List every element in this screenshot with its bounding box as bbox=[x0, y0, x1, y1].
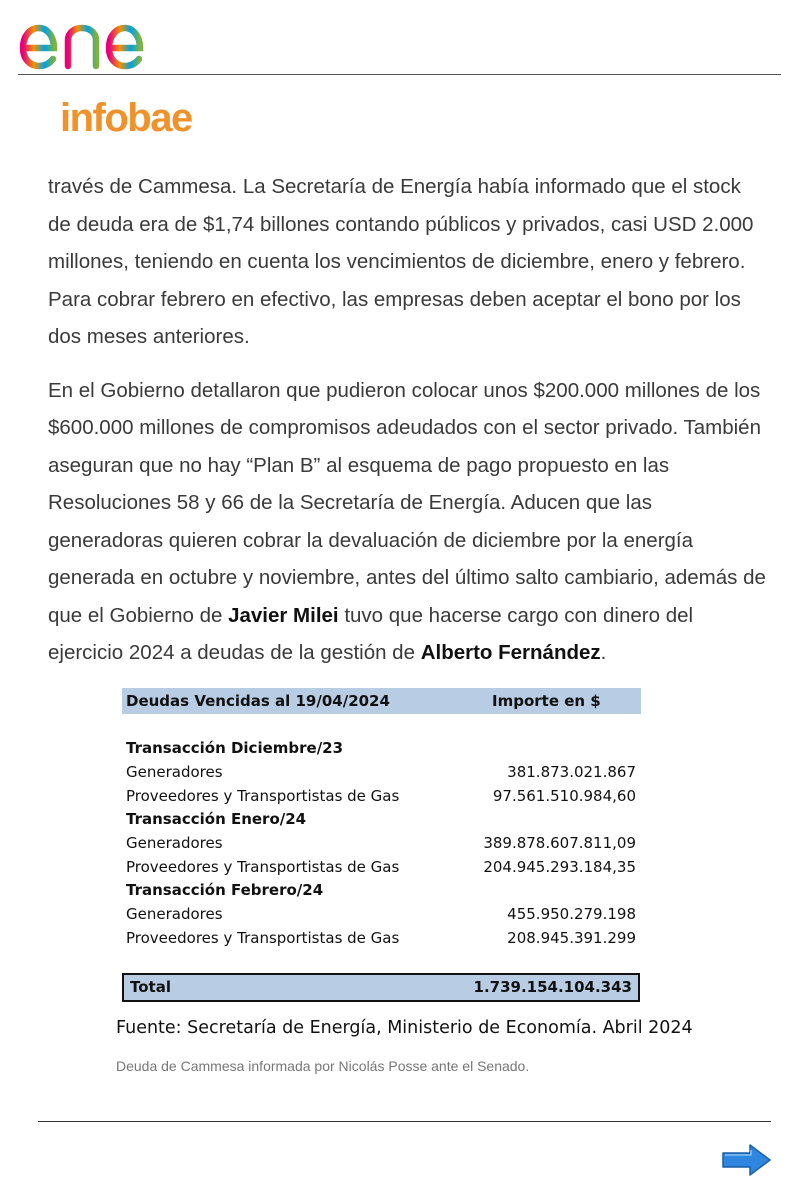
table-row: Proveedores y Transportistas de Gas 97.561.510.984,60 bbox=[126, 787, 636, 805]
header bbox=[0, 0, 800, 76]
table-section-title: Transacción Febrero/24 bbox=[126, 881, 324, 899]
article-text: En el Gobierno detallaron que pudieron colocar unos $200.000 millones de los $600.000 millones de compromisos adeudados con el sector privado. También aseguran que no hay “Plan B” al esquema de pago propuesto en las Resoluciones 58 y 66 de la Secretaría de Energía. Aducen que las generadoras quieren cobrar la devaluación de diciembre por la energía generada en octubre y noviembre, antes del último salto cambiario, además de que el Gobierno de bbox=[48, 378, 766, 627]
article-paragraph: través de Cammesa. La Secretaría de Energía había informado que el stock de deuda era de $1,74 billones contando públicos y privados, casi USD 2.000 millones, teniendo en cuenta los vencimientos de diciembre, enero y febrero. Para cobrar febrero en efectivo, las empresas deben aceptar el bono por los dos meses anteriores. bbox=[48, 175, 754, 348]
publication-logo[interactable]: infobae bbox=[60, 96, 192, 140]
table-section-title: Transacción Enero/24 bbox=[126, 810, 307, 828]
article-text: tuvo que hacerse cargo con dinero del ejercicio 2024 a deudas de la gestión de bbox=[48, 603, 694, 664]
table-total-row bbox=[122, 973, 640, 1002]
enel-logo[interactable] bbox=[18, 4, 193, 70]
table-header-amount: Importe en $ bbox=[492, 692, 601, 710]
table-header bbox=[122, 688, 641, 714]
article-text: . bbox=[600, 641, 607, 664]
table-source: Fuente: Secretaría de Energía, Ministerio de Economía. Abril 2024 bbox=[116, 1018, 693, 1038]
table-section-title: Transacción Diciembre/23 bbox=[126, 739, 344, 757]
table-total-label: Total bbox=[130, 978, 171, 996]
article-paragraph bbox=[48, 372, 768, 672]
table-header-label: Deudas Vencidas al 19/04/2024 bbox=[126, 692, 390, 710]
footer-divider bbox=[38, 1121, 771, 1122]
table-row: Generadores 455.950.279.198 bbox=[126, 905, 636, 923]
debt-table-image bbox=[116, 688, 672, 1008]
image-caption: Deuda de Cammesa informada por Nicolás Posse ante el Senado. bbox=[116, 1058, 530, 1074]
arrow-right-icon[interactable] bbox=[720, 1143, 772, 1177]
table-row: Proveedores y Transportistas de Gas 204.945.293.184,35 bbox=[126, 858, 636, 876]
header-divider bbox=[18, 74, 781, 75]
person-name-fernandez: Alberto Fernández bbox=[420, 641, 601, 664]
table-row: Proveedores y Transportistas de Gas 208.945.391.299 bbox=[126, 929, 636, 947]
table-row: Generadores 381.873.021.867 bbox=[126, 763, 636, 781]
table-total-value: 1.739.154.104.343 bbox=[473, 978, 632, 996]
person-name-milei: Javier Milei bbox=[228, 603, 339, 627]
table-row: Generadores 389.878.607.811,09 bbox=[126, 834, 636, 852]
article-body bbox=[48, 168, 768, 688]
